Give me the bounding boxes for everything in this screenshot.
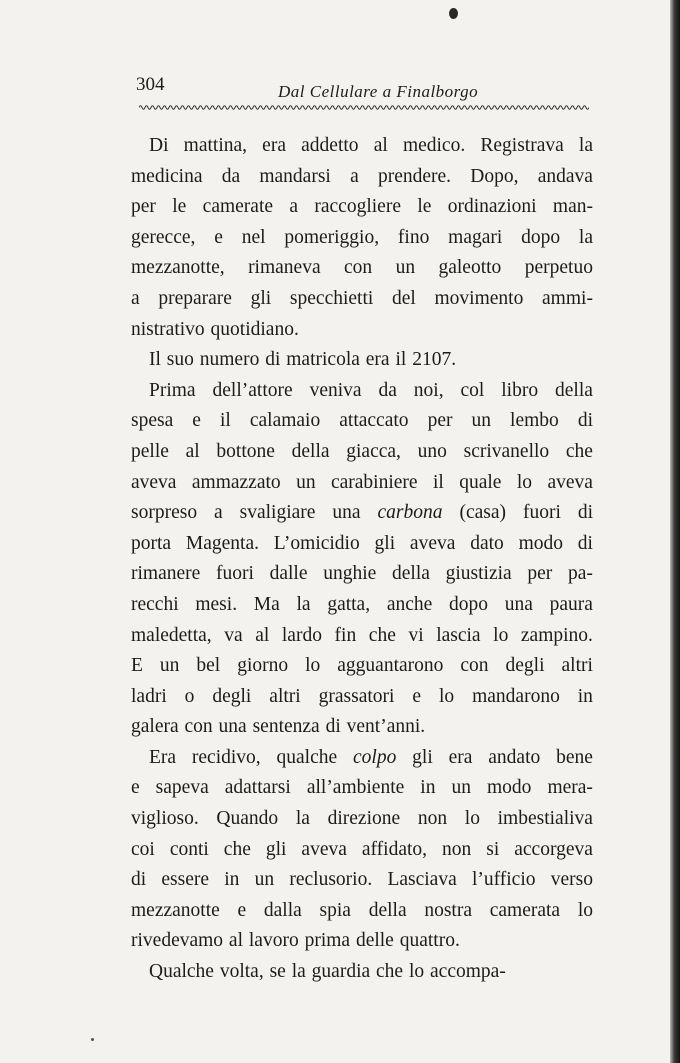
text-line: di essere in un reclusorio. Lasciava l’ufficio verso (131, 869, 593, 891)
page-number: 304 (136, 74, 165, 95)
text-line: porta Magenta. L’omicidio gli aveva dato modo di (131, 532, 593, 554)
text-line: nistrativo quotidiano. (131, 318, 299, 340)
header-wavy-rule (139, 103, 589, 112)
text-line: e sapeva adattarsi all’ambiente in un modo mera- (131, 777, 593, 799)
text-line: medicina da mandarsi a prendere. Dopo, andava (131, 165, 593, 187)
text-line: per le camerate a raccogliere le ordinazioni man- (131, 196, 593, 218)
book-spine-shadow (670, 0, 680, 1063)
running-title: Dal Cellulare a Finalborgo (278, 82, 479, 101)
text-line: mezzanotte e dalla spia della nostra camerata lo (131, 899, 593, 921)
ink-spot (449, 8, 458, 19)
text-line: recchi mesi. Ma la gatta, anche dopo una paura (131, 593, 593, 615)
text-line: Il suo numero di matricola era il 2107. (149, 349, 457, 371)
text-line: viglioso. Quando la direzione non lo imbestialiva (131, 808, 593, 830)
text-line: spesa e il calamaio attaccato per un lembo di (131, 410, 593, 432)
text-line: Qualche volta, se la guardia che lo accompa- (149, 961, 506, 983)
text-line: gerecce, e nel pomeriggio, fino magari dopo la (131, 226, 593, 248)
text-line: a preparare gli specchietti del movimento ammi- (131, 287, 593, 309)
text-line: Prima dell’attore veniva da noi, col libro della (149, 379, 593, 401)
text-line: E un bel giorno lo agguantarono con degli altri (131, 655, 593, 677)
text-line: galera con una sentenza di vent’anni. (131, 716, 426, 738)
paper-speck (91, 1038, 94, 1041)
text-line: ladri o degli altri grassatori e lo mandarono in (131, 685, 593, 707)
text-line: maledetta, va al lardo fin che vi lascia lo zampino. (131, 624, 593, 646)
text-line: mezzanotte, rimaneva con un galeotto perpetuo (131, 257, 593, 279)
text-body (131, 131, 593, 988)
text-line: Di mattina, era addetto al medico. Registrava la (149, 135, 593, 156)
text-line: aveva ammazzato un carabiniere il quale lo aveva (131, 471, 593, 493)
text-line: Era recidivo, qualche colpo gli era andato bene (149, 746, 593, 768)
text-line: rimanere fuori dalle unghie della giustizia per pa- (131, 563, 593, 585)
text-line: pelle al bottone della giacca, uno scrivanello che (131, 440, 593, 462)
text-line: coi conti che gli aveva affidato, non si accorgeva (131, 838, 593, 860)
text-line: rivedevamo al lavoro prima delle quattro. (131, 930, 460, 952)
text-line: sorpreso a svaligiare una carbona (casa) fuori di (131, 502, 593, 524)
